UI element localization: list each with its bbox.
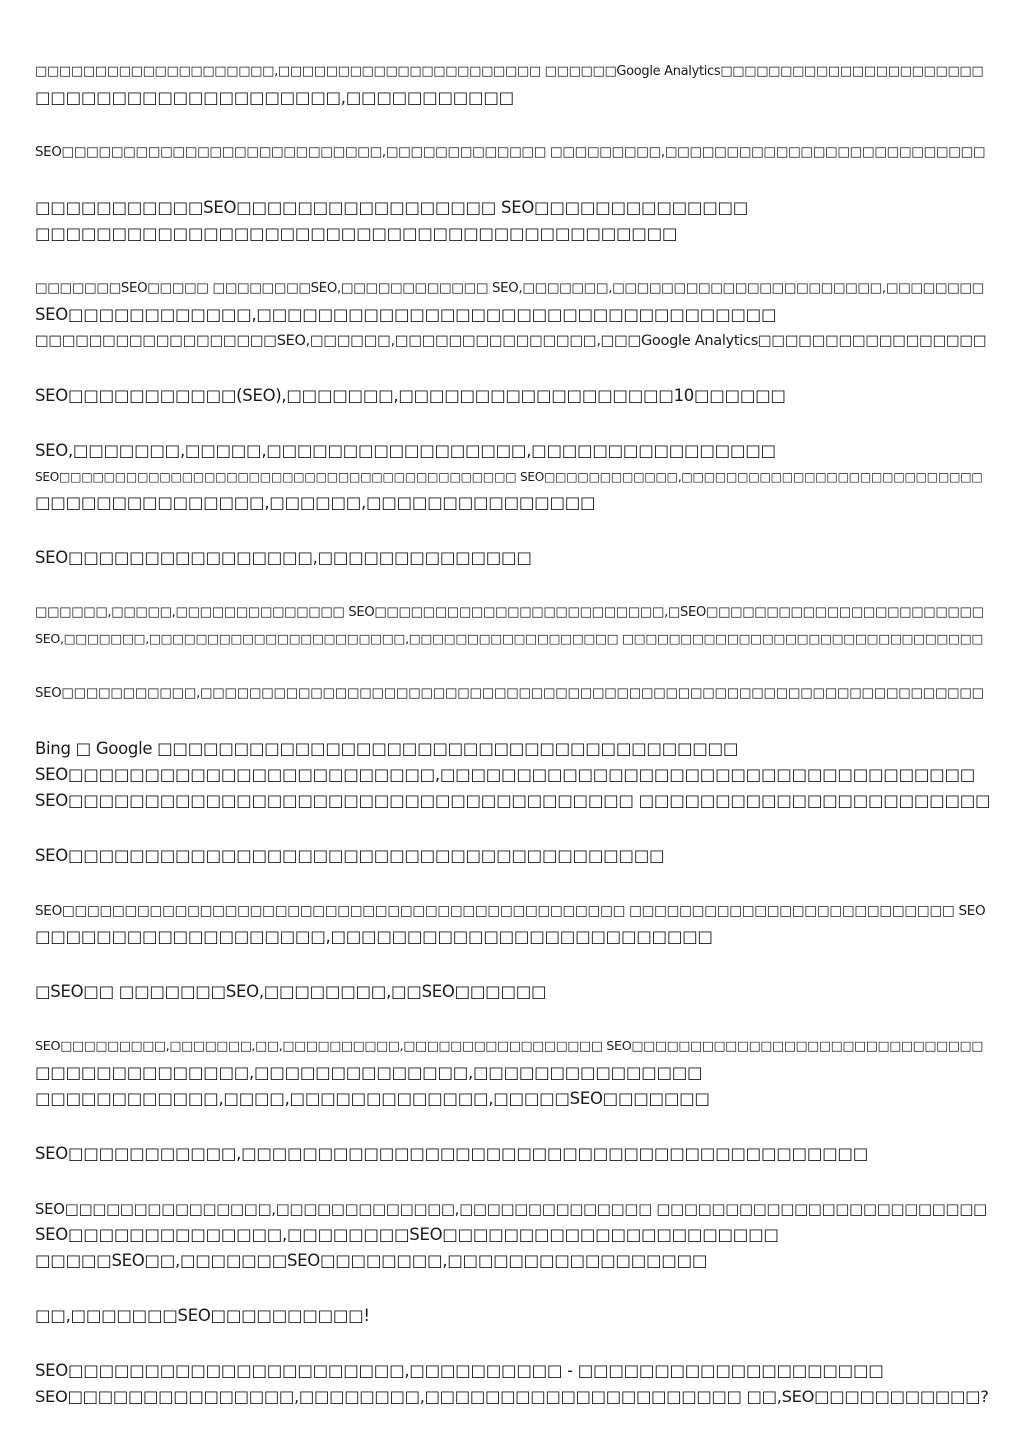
paragraph-line: SEO□□□□□□□□□□□□,□□□□□□□□□□□□□□□□□□□□□□□□□□□□□□□□□□ (35, 305, 777, 324)
paragraph (35, 276, 990, 354)
paragraph-line: SEO□□□□□□□□□□□□□□□□□□□□□□□□□□,□□□□□□□□□□□□□ □□□□□□□□□,□□□□□□□□□□□□□□□□□□□□□□□□□□ (35, 145, 986, 160)
paragraph (35, 736, 990, 814)
paragraph (35, 1303, 990, 1329)
paragraph (35, 681, 990, 707)
paragraph-line: SEO□□□□□□□□□□□□□□□□□□□□□□□□□□□□□□□□□□□□□□□□□□□□□ □□□□□□□□□□□□□□□□□□□□□□□□□□ SEO (35, 903, 986, 919)
paragraph (35, 600, 990, 652)
paragraph (35, 843, 990, 869)
paragraph-line: □□□□□□□□□□□□□□□□□□□,□□□□□□□□□□□□□□□□□□□□□□□□□ (35, 927, 713, 946)
paragraph-line: SEO□□□□□□□□□□□(SEO),□□□□□□□,□□□□□□□□□□□□□□□□□□10□□□□□□ (35, 386, 786, 405)
paragraph-line: □□□□□□□□□□□□,□□□□,□□□□□□□□□□□□□,□□□□□SEO□□□□□□□ (35, 1089, 710, 1108)
paragraph-line: SEO,□□□□□□□,□□□□□,□□□□□□□□□□□□□□□□□,□□□□□□□□□□□□□□□□ (35, 441, 776, 460)
paragraph-line: □□□□□□□□□□□□□□□□□□SEO,□□□□□□,□□□□□□□□□□□□□□□,□□□Google Analytics□□□□□□□□□□□□□□□□□ (35, 333, 987, 349)
paragraph-line: SEO□□□□□□□□□□□,□□□□□□□□□□□□□□□□□□□□□□□□□□□□□□□□□□□□□□□□□□□□□□□□□□□□□□□□□□□□□□□□ (35, 686, 984, 701)
paragraph (35, 438, 990, 516)
paragraph (35, 59, 990, 111)
paragraph (35, 1141, 990, 1167)
paragraph-line: SEO□□□□□□□□□□□,□□□□□□□□□□□□□□□□□□□□□□□□□□□□□□□□□□□□□□□□□ (35, 1144, 868, 1163)
paragraph (35, 195, 990, 247)
paragraph-line: □□□□□□□SEO□□□□□ □□□□□□□□SEO,□□□□□□□□□□□□ SEO,□□□□□□□,□□□□□□□□□□□□□□□□□□□□□□,□□□□□□□□ (35, 281, 984, 296)
paragraph-line: □□□□□□□□□□□□□□□,□□□□□□,□□□□□□□□□□□□□□□ (35, 493, 596, 512)
paragraph-line: SEO□□□□□□□□□□□□□□,□□□□□□□□SEO□□□□□□□□□□□□□□□□□□□□□□ (35, 1225, 779, 1244)
paragraph-line: SEO□□□□□□□□□□□□□□□□□□□□□□□□□□□□□□□□□□□□□ □□□□□□□□□□□□□□□□□□□□□□□ (35, 791, 991, 810)
paragraph (35, 383, 990, 409)
paragraph-line: SEO□□□□□□□□□□□□□□□□□□□□□□,□□□□□□□□□□ - □□□□□□□□□□□□□□□□□□□□ (35, 1361, 884, 1380)
paragraph-line: SEO,□□□□□□□,□□□□□□□□□□□□□□□□□□□□□□,□□□□□□□□□□□□□□□□□□ □□□□□□□□□□□□□□□□□□□□□□□□□□□□□□□ (35, 631, 984, 646)
paragraph-line: SEO□□□□□□□□□,□□□□□□□,□□,□□□□□□□□□□,□□□□□□□□□□□□□□□□□ SEO□□□□□□□□□□□□□□□□□□□□□□□□□□□□□□ (35, 1039, 983, 1054)
paragraph-line: □□□□□□□□□□□□□□□□□□□□□□□□□□□□□□□□□□□□□□□□□□ (35, 224, 678, 243)
paragraph-line: □□□□□□□□□□□□□□□□□□□□,□□□□□□□□□□□□□□□□□□□□□□ □□□□□□Google Analytics□□□□□□□□□□□□□□□□□□□□□□ (35, 64, 984, 79)
paragraph-line: □□□□□□,□□□□□,□□□□□□□□□□□□□□ SEO□□□□□□□□□□□□□□□□□□□□□□□□,□SEO□□□□□□□□□□□□□□□□□□□□□□□ (35, 605, 984, 620)
paragraph (35, 898, 990, 950)
paragraph-line: □□□□□SEO□□,□□□□□□□SEO□□□□□□□□,□□□□□□□□□□□□□□□□□ (35, 1251, 708, 1270)
paragraph (35, 140, 990, 166)
paragraph-line: Bing □ Google □□□□□□□□□□□□□□□□□□□□□□□□□□□□□□□□□□□□□□ (35, 739, 739, 758)
paragraph (35, 979, 990, 1005)
paragraph-line: SEO□□□□□□□□□□□□□□□□,□□□□□□□□□□□□□□ (35, 548, 532, 567)
paragraph-line: SEO□□□□□□□□□□□□□□□□□□□□□□□□□□□□□□□□□□□□□□□□□ SEO□□□□□□□□□□□□,□□□□□□□□□□□□□□□□□□□□□□□□□□□ (35, 470, 983, 484)
paragraph-line: SEO□□□□□□□□□□□□□□□,□□□□□□□□,□□□□□□□□□□□□□□□□□□□□□ □□,SEO□□□□□□□□□□□? (35, 1387, 989, 1406)
paragraph (35, 1034, 990, 1112)
paragraph (35, 1196, 990, 1274)
paragraph-line: □□□□□□□□□□□□□□,□□□□□□□□□□□□□□,□□□□□□□□□□□□□□□ (35, 1063, 703, 1082)
paragraph-line: □SEO□□ □□□□□□□SEO,□□□□□□□□,□□SEO□□□□□□ (35, 982, 547, 1001)
paragraph-line: SEO□□□□□□□□□□□□□□□□□□□□□□□□□□□□□□□□□□□□□□□ (35, 846, 665, 865)
paragraph (35, 1358, 990, 1410)
paragraph-line: □□□□□□□□□□□SEO□□□□□□□□□□□□□□□□□ SEO□□□□□□□□□□□□□□ (35, 198, 749, 217)
paragraph-line: □□,□□□□□□□SEO□□□□□□□□□□! (35, 1306, 370, 1325)
paragraph (35, 545, 990, 571)
paragraph-line: SEO□□□□□□□□□□□□□□□□□□□□□□□□,□□□□□□□□□□□□□□□□□□□□□□□□□□□□□□□□□□□ (35, 765, 976, 784)
paragraph-line: SEO□□□□□□□□□□□□□□□,□□□□□□□□□□□□□,□□□□□□□□□□□□□□ □□□□□□□□□□□□□□□□□□□□□□□□ (35, 1200, 987, 1218)
paragraph-line: □□□□□□□□□□□□□□□□□□□□,□□□□□□□□□□□ (35, 88, 514, 107)
